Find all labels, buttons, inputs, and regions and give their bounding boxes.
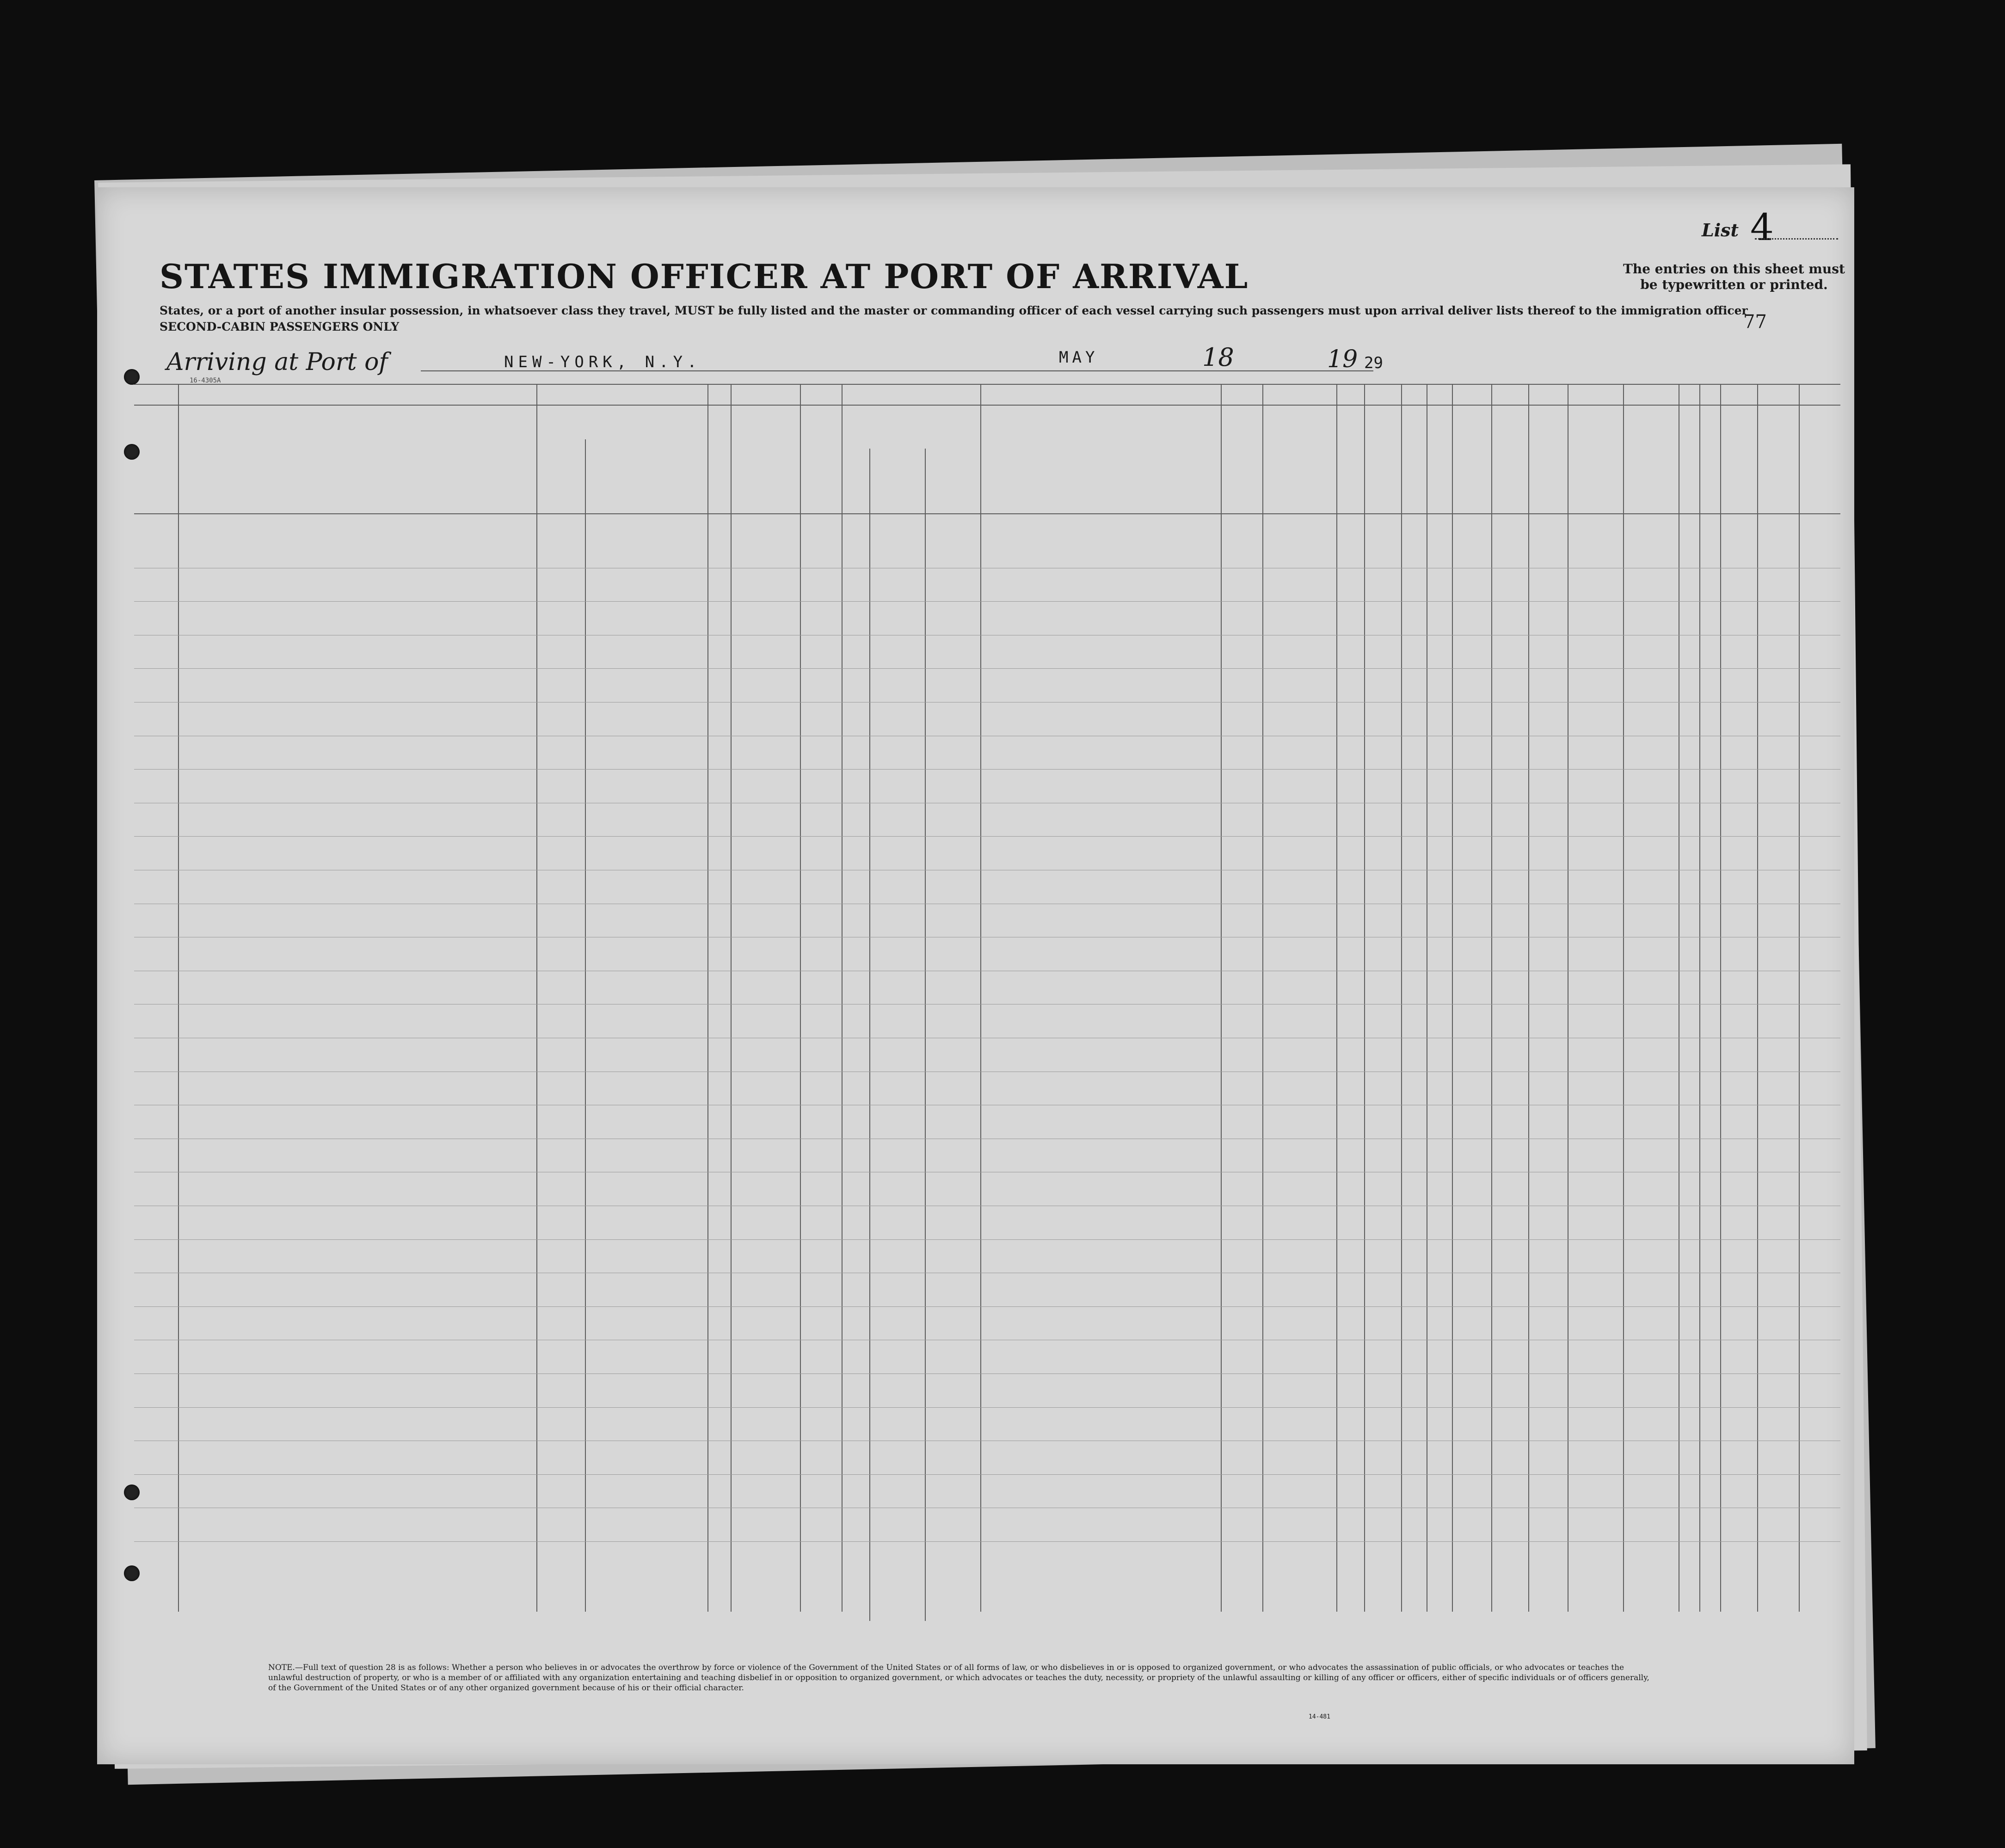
row-rule (134, 1407, 1840, 1408)
page-title: STATES IMMIGRATION OFFICER AT PORT OF ARRIVAL (160, 257, 1249, 296)
header-divider (134, 405, 1840, 406)
footnote: NOTE.—Full text of question 28 is as follows: Whether a person who believes in or advocates the overthrow by force or violence of the Government of the United States or of all forms of law, or who disbelieves in or is opposed to organized government, or who advocates the assassination of public officials, or who advocates or teaches the unlawful destruction of property, or who is a member of or affiliated with any organization entertaining and teaching disbelief in or opposition to organized government, or which advocates or teaches the duty, necessity, or propriety of the unlawful assaulting or killing of any officer or officers, either of specific individuals or of officers generally, of the Government of the United States or of any other organized government because of his or their official character. (268, 1663, 1649, 1693)
punch-hole (124, 1565, 140, 1581)
list-label: List (1702, 220, 1739, 240)
header-feet (1683, 476, 1695, 509)
header-purpose-a (1230, 421, 1258, 509)
month-value: MAY (1059, 348, 1099, 367)
arriving-label: Arriving at Port of (166, 348, 388, 376)
header-q28 (1457, 412, 1489, 509)
sheet-code: 77 (1743, 311, 1767, 333)
list-number-line (1755, 238, 1838, 240)
row-rule (134, 1474, 1840, 1475)
punch-hole (124, 444, 140, 460)
row-rule (134, 1306, 1840, 1307)
port-value: NEW-YORK, N.Y. (504, 353, 701, 371)
footer-code: 14-481 (1309, 1713, 1330, 1720)
header-polygamist (1407, 412, 1421, 509)
header-prison (1369, 412, 1399, 509)
list-number: 4 (1750, 206, 1774, 249)
punch-hole (124, 369, 140, 385)
row-rule (134, 601, 1840, 602)
manifest-sheet (97, 187, 1854, 1764)
entries-note: The entries on this sheet must be typewritten or printed. (1623, 261, 1845, 292)
manifest-table (134, 384, 1840, 1612)
row-rule (134, 1541, 1840, 1542)
header-purpose-c (1339, 421, 1362, 509)
header-ticket (713, 412, 727, 509)
column-divider (585, 439, 586, 1612)
subtitle: States, or a port of another insular possession, in whatsoever class they travel, MUST be fully listed and the master or commanding officer of each vessel carrying such passengers must upon arrival deliver lists thereof to the immigration officer (160, 304, 1748, 317)
punch-hole (124, 1485, 140, 1500)
row-rule (134, 668, 1840, 669)
header-purpose-b (1285, 421, 1313, 509)
header-inches (1704, 467, 1716, 509)
header-q29 (1496, 412, 1526, 509)
form-code: 16-4305A (190, 377, 221, 384)
header-anarchist (1432, 412, 1446, 509)
day-value: 18 (1202, 343, 1234, 372)
header-divider (134, 384, 1840, 385)
row-rule (134, 769, 1840, 770)
year-suffix: 29 (1364, 354, 1383, 372)
cabin-class: SECOND-CABIN PASSENGERS ONLY (160, 320, 400, 333)
row-rule (134, 836, 1840, 837)
column-divider (925, 449, 926, 1621)
column-divider (869, 449, 870, 1621)
header-money (809, 412, 832, 509)
header-q30 (1535, 412, 1561, 509)
row-rule (134, 1239, 1840, 1240)
header-divider (134, 513, 1840, 514)
year-prefix: 19 (1327, 345, 1358, 373)
